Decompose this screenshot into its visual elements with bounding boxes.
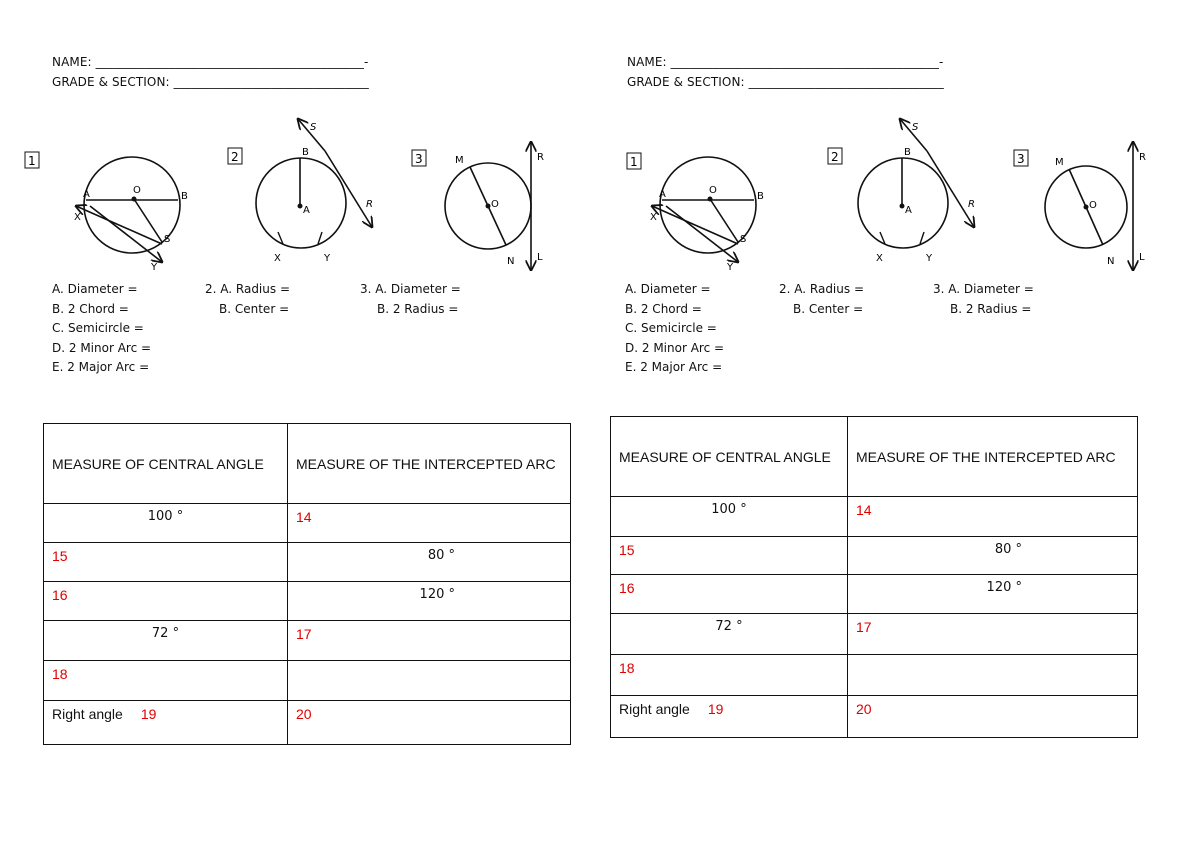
table-row [611, 537, 1138, 575]
label-a: A [303, 205, 310, 216]
item-number: 14 [296, 509, 312, 525]
cell-value: 80 ° [427, 548, 455, 563]
question-item: A. Diameter = [52, 282, 138, 296]
table-row [44, 543, 571, 582]
question-item: E. 2 Major Arc = [625, 360, 723, 375]
item-number: 17 [856, 619, 872, 635]
label-a: A [659, 189, 666, 200]
label-s: S [164, 234, 171, 245]
table-row [44, 504, 571, 543]
name-line: NAME: ____________________________________________- [627, 55, 944, 69]
grade-section-line: GRADE & SECTION: ________________________________ [52, 75, 369, 89]
header-intercepted-arc: MEASURE OF THE INTERCEPTED ARC [848, 417, 1138, 497]
label-l: L [1139, 252, 1145, 263]
label-x: X [274, 253, 281, 264]
label-y: Y [727, 262, 734, 273]
label-o: O [133, 185, 141, 196]
table-row [611, 614, 1138, 655]
label-b: B [302, 147, 309, 158]
cell-value: 100 ° [147, 509, 184, 524]
table-row [611, 575, 1138, 614]
figure-2-number: 2 [831, 150, 839, 164]
questions-col-3 [360, 280, 461, 319]
question-item: C. Semicircle = [52, 321, 144, 336]
question-item: 2. A. Radius = [779, 282, 864, 296]
label-o: O [491, 199, 499, 210]
cell-value: 120 ° [419, 587, 455, 602]
questions-col-1 [52, 280, 151, 378]
label-l: L [537, 252, 543, 263]
header-central-angle: MEASURE OF CENTRAL ANGLE [611, 417, 848, 497]
item-number: 15 [52, 548, 68, 564]
question-item: D. 2 Minor Arc = [52, 340, 152, 355]
table-row [44, 621, 571, 661]
question-item: A. Diameter = [625, 282, 711, 296]
header-intercepted-arc: MEASURE OF THE INTERCEPTED ARC [288, 424, 571, 504]
worksheet-right [575, 0, 1175, 849]
label-b: B [757, 191, 764, 202]
label-b: B [904, 147, 911, 158]
name-line: NAME: ____________________________________________- [52, 55, 369, 69]
header-central-angle: MEASURE OF CENTRAL ANGLE [44, 424, 288, 504]
item-number: 20 [856, 701, 872, 717]
questions-col-2 [779, 280, 864, 319]
label-y: Y [324, 253, 331, 264]
table-row [611, 655, 1138, 696]
figure-1 [25, 152, 188, 273]
label-o: O [709, 185, 717, 196]
label-m: M [1055, 157, 1064, 168]
question-item: B. 2 Radius = [950, 301, 1032, 316]
question-item: E. 2 Major Arc = [52, 360, 150, 375]
item-number: 18 [52, 666, 68, 682]
label-r: R [366, 199, 373, 210]
cell-value: 120 ° [986, 580, 1022, 595]
table-row [611, 696, 1138, 738]
item-number: 20 [296, 706, 312, 722]
label-o: O [1089, 200, 1097, 211]
label-r: R [1139, 152, 1146, 163]
item-number: 19 [140, 706, 157, 722]
question-item: B. 2 Radius = [377, 301, 459, 316]
questions-col-3 [933, 280, 1034, 319]
item-number: 16 [52, 587, 68, 603]
item-number: 17 [296, 626, 312, 642]
right-angle-label: Right angle [619, 701, 690, 717]
label-m: M [455, 155, 464, 166]
questions-col-2 [205, 280, 290, 319]
question-item: B. Center = [219, 301, 290, 316]
table-header-row [611, 417, 1138, 497]
cell-value: 72 ° [715, 619, 743, 634]
question-item: 3. A. Diameter = [933, 282, 1034, 296]
circle-figures [575, 110, 1175, 280]
label-r: R [968, 199, 975, 210]
circle-figures [0, 110, 600, 280]
table-row [44, 582, 571, 621]
question-item: B. Center = [793, 301, 864, 316]
label-y: Y [151, 262, 158, 273]
figure-2 [228, 119, 373, 264]
figure-3 [1014, 142, 1146, 270]
label-x: X [876, 253, 883, 264]
question-item: 3. A. Diameter = [360, 282, 461, 296]
label-s: S [310, 122, 317, 133]
grade-section-line: GRADE & SECTION: ________________________________ [627, 75, 944, 89]
angle-arc-table [610, 416, 1138, 738]
question-item: B. 2 Chord = [625, 301, 702, 316]
label-y: Y [926, 253, 933, 264]
label-r: R [537, 152, 544, 163]
figure-1 [627, 153, 764, 273]
question-item: C. Semicircle = [625, 321, 717, 336]
item-number: 19 [707, 701, 724, 717]
cell-value: 100 ° [711, 502, 747, 517]
right-angle-label: Right angle [52, 706, 123, 722]
figure-2 [828, 119, 975, 264]
figure-3 [412, 142, 544, 270]
table-header-row [44, 424, 571, 504]
table-row [44, 701, 571, 745]
label-x: X [74, 212, 81, 223]
figure-1-number: 1 [630, 155, 638, 169]
label-n: N [507, 256, 515, 267]
label-a: A [905, 205, 912, 216]
question-item: 2. A. Radius = [205, 282, 290, 296]
cell-empty [856, 655, 1129, 660]
figure-1-number: 1 [28, 154, 36, 168]
label-b: B [181, 191, 188, 202]
label-x: X [650, 212, 657, 223]
label-s: S [912, 122, 919, 133]
figure-3-number: 3 [1017, 152, 1025, 166]
questions-col-1 [625, 280, 724, 378]
item-number: 15 [619, 542, 635, 558]
cell-value: 80 ° [994, 542, 1022, 557]
angle-arc-table [43, 423, 571, 745]
question-item: B. 2 Chord = [52, 301, 129, 316]
item-number: 14 [856, 502, 872, 518]
figure-3-number: 3 [415, 152, 423, 166]
label-a: A [83, 189, 90, 200]
item-number: 18 [619, 660, 635, 676]
figure-2-number: 2 [231, 150, 239, 164]
table-row [611, 497, 1138, 537]
table-row [44, 661, 571, 701]
label-s: S [740, 234, 747, 245]
cell-empty [296, 661, 562, 666]
question-item: D. 2 Minor Arc = [625, 340, 725, 355]
item-number: 16 [619, 580, 635, 596]
label-n: N [1107, 256, 1115, 267]
cell-value: 72 ° [151, 626, 180, 641]
